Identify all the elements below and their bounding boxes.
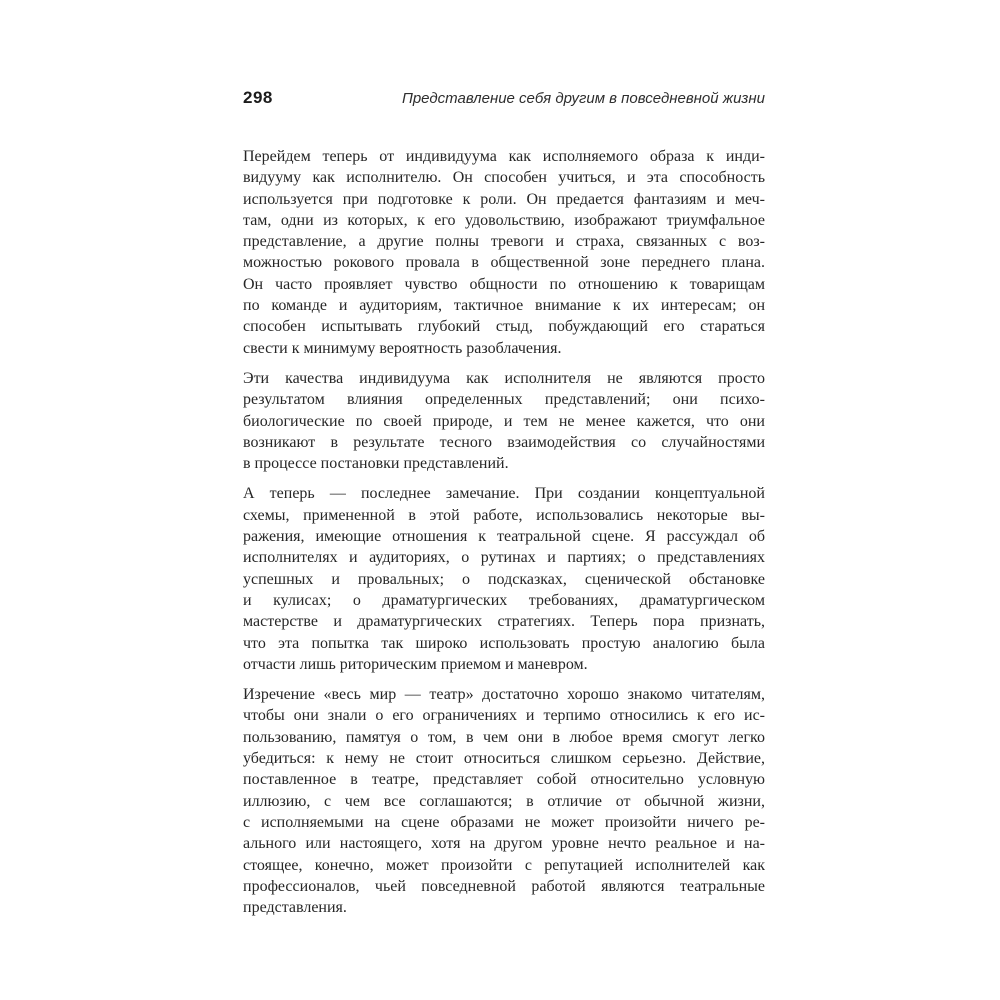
text-line: мастерстве и драматургических стратегиях. Теперь пора признать, bbox=[243, 613, 765, 631]
page-header bbox=[243, 88, 765, 108]
text-line: отчасти лишь риторическим приемом и маневром. bbox=[243, 655, 588, 673]
text-line: способен испытывать глубокий стыд, побуждающий его стараться bbox=[243, 318, 765, 336]
text-line: чтобы они знали о его ограничениях и терпимо относились к его ис- bbox=[243, 707, 765, 725]
paragraph bbox=[243, 684, 765, 918]
text-line: биологические по своей природе, и тем не менее кажется, что они bbox=[243, 412, 765, 430]
text-line: по команде и аудиториям, тактичное внимание к их интересам; он bbox=[243, 297, 765, 315]
text-line: можностью рокового провала в общественной зоне переднего плана. bbox=[243, 254, 765, 272]
text-line: убедиться: к нему не стоит относиться слишком серьезно. Действие, bbox=[243, 750, 765, 768]
text-line: пользованию, памятуя о том, в чем они в любое время смогут легко bbox=[243, 728, 765, 746]
text-line: представления. bbox=[243, 899, 347, 917]
text-line: Эти качества индивидуума как исполнителя не являются просто bbox=[243, 369, 765, 387]
text-line: Он часто проявляет чувство общности по отношению к товарищам bbox=[243, 275, 765, 293]
text-line: в процессе постановки представлений. bbox=[243, 455, 509, 473]
text-line: используется при подготовке к роли. Он предается фантазиям и меч- bbox=[243, 190, 765, 208]
text-line: А теперь — последнее замечание. При создании концептуальной bbox=[243, 485, 765, 503]
page-number: 298 bbox=[243, 88, 273, 107]
text-line: возникают в результате тесного взаимодействия со случайностями bbox=[243, 433, 765, 451]
paragraph bbox=[243, 368, 765, 474]
text-line: видууму как исполнителю. Он способен учиться, и эта способность bbox=[243, 169, 765, 187]
text-line: что эта попытка так широко использовать простую аналогию была bbox=[243, 634, 765, 652]
text-line: там, одни из которых, к его удовольствию, изображают триумфальное bbox=[243, 211, 765, 229]
text-line: и кулисах; о драматургических требованиях, драматургическом bbox=[243, 591, 765, 609]
text-line: профессионалов, чьей повседневной работой являются театральные bbox=[243, 877, 765, 895]
text-line: схемы, примененной в этой работе, использовались некоторые вы- bbox=[243, 506, 765, 524]
text-block bbox=[243, 146, 765, 927]
running-head: Представление себя другим в повседневной жизни bbox=[401, 90, 765, 107]
text-line: ального или настоящего, хотя на другом уровне нечто реальное и на- bbox=[243, 835, 765, 853]
text-line: с исполняемыми на сцене образами не может произойти ничего ре- bbox=[243, 813, 765, 831]
text-line: исполнителях и аудиториях, о рутинах и партиях; о представлениях bbox=[243, 549, 765, 567]
paragraph bbox=[243, 146, 765, 359]
paragraph bbox=[243, 483, 765, 675]
text-line: свести к минимуму вероятность разоблачения. bbox=[243, 339, 562, 357]
text-line: ражения, имеющие отношения к театральной сцене. Я рассуждал об bbox=[243, 528, 765, 546]
text-line: представление, а другие полны тревоги и страха, связанных с воз- bbox=[243, 233, 765, 251]
text-line: Перейдем теперь от индивидуума как исполняемого образа к инди- bbox=[243, 148, 765, 165]
text-line: иллюзию, с чем все соглашаются; в отличие от обычной жизни, bbox=[243, 792, 765, 810]
text-line: Изречение «весь мир — театр» достаточно хорошо знакомо читателям, bbox=[243, 686, 765, 704]
text-line: результатом влияния определенных представлений; они психо- bbox=[243, 391, 765, 409]
text-line: поставленное в театре, представляет собой относительно условную bbox=[243, 771, 765, 789]
text-line: успешных и провальных; о подсказках, сценической обстановке bbox=[243, 570, 765, 588]
text-line: стоящее, конечно, может произойти с репутацией исполнителей как bbox=[243, 856, 765, 874]
